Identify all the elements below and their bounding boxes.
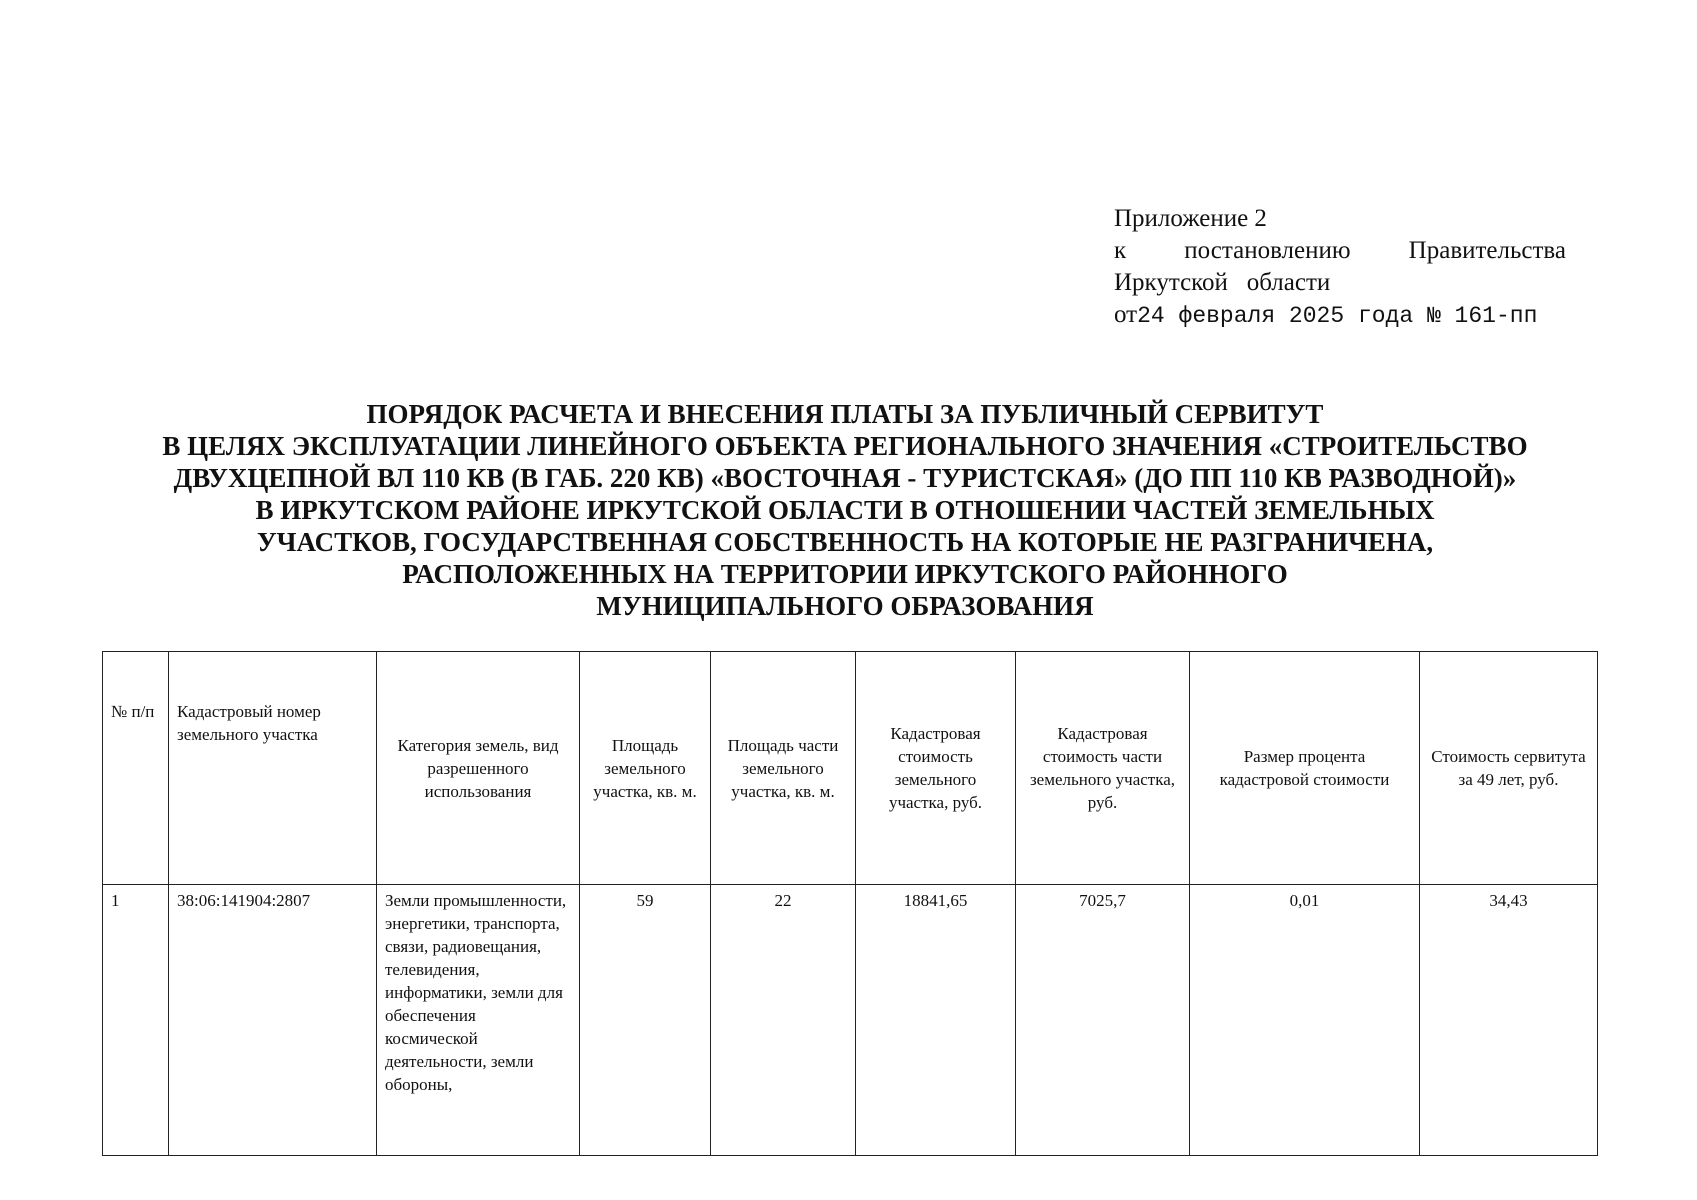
cell-area: 59 (580, 885, 711, 1156)
appendix-date-prefix: от (1114, 301, 1138, 328)
appendix-region-word: области (1246, 269, 1331, 296)
appendix-decree-line (1114, 235, 1566, 267)
cell-category: Земли промышленности, энергетики, транспорта, связи, радиовещания, телевидения, информатики, земли для обеспечения космической деятельности, земли обороны, (377, 885, 580, 1156)
header-cell-number: № п/п (103, 652, 169, 885)
cell-part-cost: 7025,7 (1016, 885, 1190, 1156)
title-line: ДВУХЦЕПНОЙ ВЛ 110 КВ (В ГАБ. 220 КВ) «ВОСТОЧНАЯ - ТУРИСТСКАЯ» (ДО ПП 110 КВ РАЗВОДНОЙ)» (173, 463, 1517, 493)
header-cell-servitude-cost: Стоимость сервитута за 49 лет, руб. (1420, 652, 1598, 885)
appendix-date-number: 24 февраля 2025 года № 161-пп (1137, 303, 1538, 329)
appendix-title: Приложение 2 (1114, 205, 1267, 232)
appendix-word: постановлению (1184, 237, 1351, 264)
header-cell-percent: Размер процента кадастровой стоимости (1190, 652, 1420, 885)
cell-number: 1 (103, 885, 169, 1156)
title-line: УЧАСТКОВ, ГОСУДАРСТВЕННАЯ СОБСТВЕННОСТЬ НА КОТОРЫЕ НЕ РАЗГРАНИЧЕНА, (256, 527, 1434, 557)
table-header-row (103, 652, 1598, 885)
title-line: МУНИЦИПАЛЬНОГО ОБРАЗОВАНИЯ (596, 591, 1094, 621)
title-line: ПОРЯДОК РАСЧЕТА И ВНЕСЕНИЯ ПЛАТЫ ЗА ПУБЛИЧНЫЙ СЕРВИТУТ (366, 399, 1324, 429)
title-line: В ИРКУТСКОМ РАЙОНЕ ИРКУТСКОЙ ОБЛАСТИ В ОТНОШЕНИИ ЧАСТЕЙ ЗЕМЕЛЬНЫХ (255, 495, 1435, 525)
servitude-table (102, 651, 1598, 1156)
title-line: В ЦЕЛЯХ ЭКСПЛУАТАЦИИ ЛИНЕЙНОГО ОБЪЕКТА РЕГИОНАЛЬНОГО ЗНАЧЕНИЯ «СТРОИТЕЛЬСТВО (162, 431, 1528, 461)
appendix-block (1114, 203, 1566, 332)
header-cell-part-area: Площадь части земельного участка, кв. м. (711, 652, 856, 885)
cell-part-area: 22 (711, 885, 856, 1156)
appendix-word: к (1114, 237, 1127, 264)
cell-cost: 18841,65 (856, 885, 1016, 1156)
cell-servitude-cost: 34,43 (1420, 885, 1598, 1156)
title-line: РАСПОЛОЖЕННЫХ НА ТЕРРИТОРИИ ИРКУТСКОГО РАЙОННОГО (402, 559, 1288, 589)
document-title (60, 398, 1630, 622)
header-cell-cadastral: Кадастровый номер земельного участка (169, 652, 377, 885)
appendix-word: Правительства (1408, 237, 1566, 264)
table-row (103, 885, 1598, 1156)
appendix-region-line (1114, 267, 1566, 299)
appendix-date-line (1114, 299, 1566, 332)
header-cell-area: Площадь земельного участка, кв. м. (580, 652, 711, 885)
appendix-region-word: Иркутской (1114, 269, 1228, 296)
header-cell-category: Категория земель, вид разрешенного использования (377, 652, 580, 885)
header-cell-cost: Кадастровая стоимость земельного участка, руб. (856, 652, 1016, 885)
cell-percent: 0,01 (1190, 885, 1420, 1156)
header-cell-part-cost: Кадастровая стоимость части земельного участка, руб. (1016, 652, 1190, 885)
cell-cadastral: 38:06:141904:2807 (169, 885, 377, 1156)
